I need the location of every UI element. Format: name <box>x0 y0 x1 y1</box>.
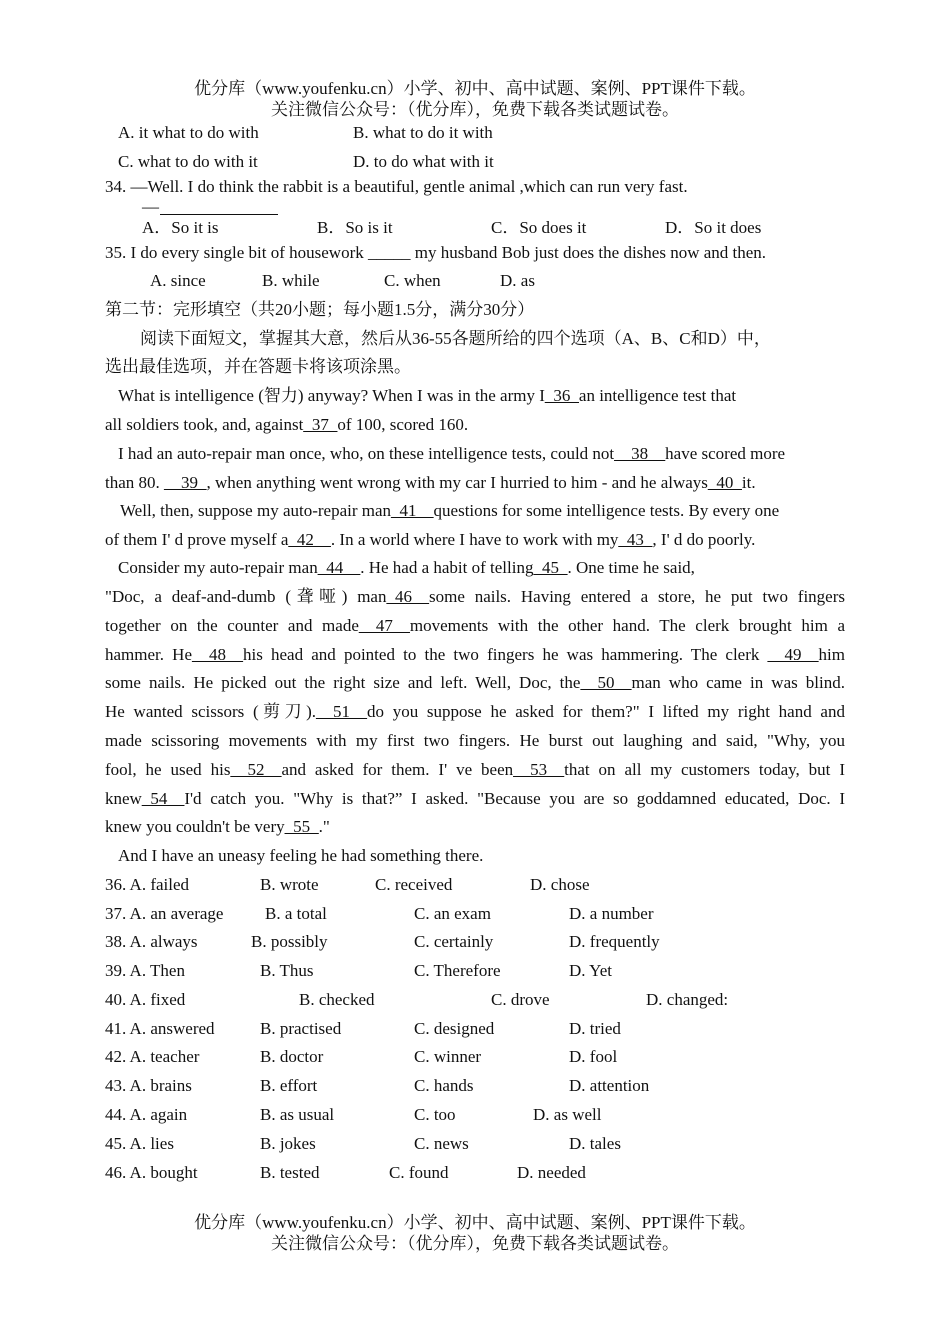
passage-line: than 80. __39_, when anything went wrong with my car I hurried to him - and he always_40_it. <box>105 473 756 492</box>
q34-option-c: C．So does it <box>491 218 587 237</box>
blank-43: _43_ <box>618 530 653 549</box>
passage-line: made scissoring movements with my first two fingers. He burst out laughing and said, "Why, you <box>105 731 845 750</box>
passage-line: "Doc, a deaf-and-dumb (聋哑) man_46__some nails. Having entered a store, he put two fingers <box>105 587 845 606</box>
q34-option-d: D．So it does <box>665 218 762 237</box>
passage-line: What is intelligence (智力) anyway? When I was in the army I_36_an intelligence test that <box>118 386 737 405</box>
q35-option-c: C. when <box>384 271 441 290</box>
q34-option-b: B．So is it <box>317 218 393 237</box>
page-footer <box>0 1212 950 1254</box>
blank-47: __47__ <box>358 616 410 635</box>
blank-54: _54__ <box>141 789 185 808</box>
blank-41: _41__ <box>391 501 434 520</box>
passage-line: Well, then, suppose my auto-repair man_41__questions for some intelligence tests. By every one <box>120 501 780 520</box>
q35-option-b: B. while <box>262 271 320 290</box>
blank-49: __49__ <box>767 645 819 664</box>
q35-stem: 35. I do every single bit of housework _____ my husband Bob just does the dishes now and then. <box>105 243 767 262</box>
passage-line: And I have an uneasy feeling he had something there. <box>118 846 484 865</box>
q34-reply: — <box>142 197 159 216</box>
blank-46: _46__ <box>386 587 429 606</box>
q35-option-d: D. as <box>500 271 535 290</box>
q35-option-a: A. since <box>150 271 206 290</box>
blank-45: _45_ <box>533 558 568 577</box>
footer-line-2: 关注微信公众号：（优分库），免费下载各类试题试卷。 <box>271 1234 679 1253</box>
q33-option-d: D. to do what with it <box>353 152 494 171</box>
passage-line: of them I' d prove myself a_42__. In a world where I have to work with my_43_, I' d do poorly. <box>105 530 756 549</box>
q34-stem: 34. —Well. I do think the rabbit is a beautiful, gentle animal ,which can run very fast. <box>105 177 688 196</box>
section2-instruction-2: 选出最佳选项，并在答题卡将该项涂黑。 <box>105 357 411 376</box>
footer-line-1: 优分库（www.youfenku.cn）小学、初中、高中试题、案例、PPT课件下载。 <box>194 1213 756 1232</box>
passage-line: knew you couldn't be very_55_." <box>105 817 330 836</box>
blank-53: __53__ <box>513 760 565 779</box>
header-line-1: 优分库（www.youfenku.cn）小学、初中、高中试题、案例、PPT课件下载。 <box>194 79 756 98</box>
passage-line: knew_54__I'd catch you. "Why is that?” I asked. "Because you are so goddamned educated, Doc. I <box>105 789 845 808</box>
passage-line: some nails. He picked out the right size and left. Well, Doc, the__50__man who came in was blind. <box>105 673 845 692</box>
section2-instruction-1: 阅读下面短文，掌握其大意，然后从36-55各题所给的四个选项（A、B、C和D）中， <box>140 329 771 348</box>
blank-37: _37_ <box>303 415 338 434</box>
blank-38: __38__ <box>614 444 666 463</box>
blank-48: __48__ <box>192 645 243 664</box>
passage-line: Consider my auto-repair man_44__. He had a habit of telling_45_. One time he said, <box>118 558 695 577</box>
blank-50: __50__ <box>580 673 632 692</box>
blank-40: _40_ <box>707 473 742 492</box>
passage-line: together on the counter and made__47__movements with the other hand. The clerk brought him a <box>105 616 845 635</box>
q33-option-a: A. it what to do with <box>118 123 259 142</box>
blank-36: _36_ <box>544 386 579 405</box>
blank-42: _42__ <box>288 530 331 549</box>
q34-option-a: A．So it is <box>142 218 219 237</box>
q34-answer-blank <box>160 214 278 215</box>
q33-option-c: C. what to do with it <box>118 152 258 171</box>
blank-55: _55_ <box>284 817 319 836</box>
section2-title: 第二节：完形填空（共20小题；每小题1.5分，满分30分） <box>105 300 535 319</box>
blank-51: __51__ <box>315 702 367 721</box>
page-header <box>0 78 950 120</box>
q33-option-b: B. what to do it with <box>353 123 493 142</box>
passage-line: He wanted scissors (剪刀).__51__do you suppose he asked for them?" I lifted my right hand and <box>105 702 845 721</box>
blank-52: __52__ <box>230 760 282 779</box>
passage-line: I had an auto-repair man once, who, on these intelligence tests, could not__38__have scored more <box>118 444 786 463</box>
header-line-2: 关注微信公众号：（优分库），免费下载各类试题试卷。 <box>271 100 679 119</box>
blank-39: __39_ <box>164 473 207 492</box>
passage-line: fool, he used his__52__and asked for them. I' ve been__53__that on all my customers today, but I <box>105 760 845 779</box>
passage-line: hammer. He__48__his head and pointed to the two fingers he was hammering. The clerk __49__him <box>105 645 845 664</box>
passage-line: all soldiers took, and, against_37_of 100, scored 160. <box>105 415 469 434</box>
blank-44: _44__ <box>317 558 361 577</box>
